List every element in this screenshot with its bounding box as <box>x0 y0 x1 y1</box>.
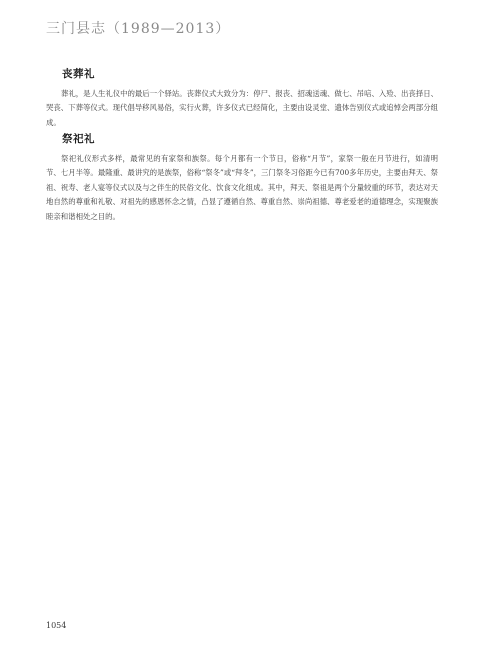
section-body: 葬礼，是人生礼仪中的最后一个驿站。丧葬仪式大致分为：停尸、报丧、招魂送魂、做七、吊唁、入殓、出丧择日、哭丧、下葬等仪式。现代倡导移风易俗，实行火葬，许多仪式已经简化，主要由设灵堂、遗体告别仪式或追悼会两部分组成。 <box>46 89 438 127</box>
running-head: 三门县志（1989—2013） <box>46 21 231 37</box>
page-number: 1054 <box>46 621 67 630</box>
section-heading: 祭祀礼 <box>62 133 95 145</box>
section-sacrificial-rites <box>46 131 438 224</box>
section-heading: 丧葬礼 <box>62 68 95 80</box>
section-funeral-rites <box>46 66 438 130</box>
section-body: 祭祀礼仪形式多样，最常见的有家祭和族祭。每个月都有一个节日，俗称“月节”，家祭一般在月节进行，如清明节、七月半等。最隆重、最讲究的是族祭，俗称“祭冬”或“拜冬”，三门祭冬习俗距今已有700多年历史，主要由拜天、祭祖、祝寿、老人宴等仪式以及与之伴生的民俗文化、饮食文化组成。其中，拜天、祭祖是两个分量较重的环节，表达对天地自然的尊重和礼敬、对祖先的感恩怀念之情，凸显了遵循自然、尊重自然、崇尚祖德、尊老爱老的道德理念，实现聚族睦亲和谐相处之目的。 <box>46 154 438 221</box>
